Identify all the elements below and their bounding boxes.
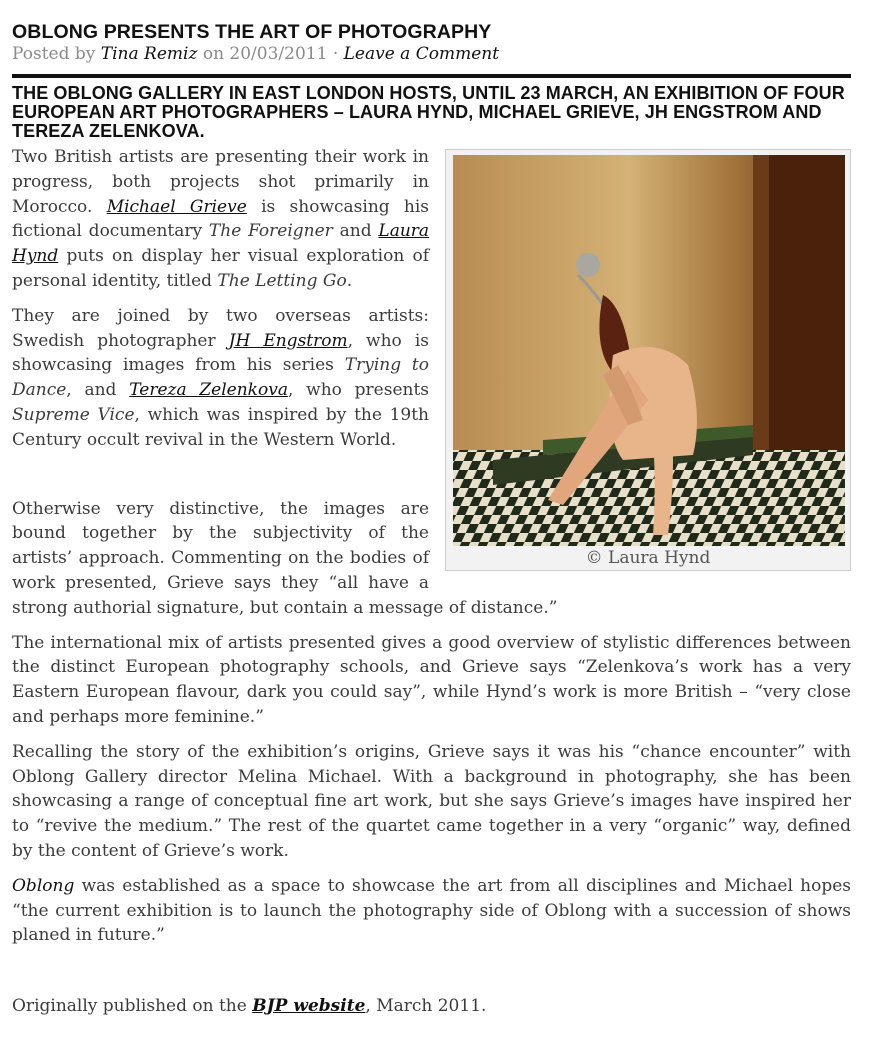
p2-text-4: , who presents — [287, 380, 430, 401]
bjp-website-link[interactable]: BJP website — [252, 996, 366, 1017]
photo-figure — [445, 149, 851, 571]
on-label: on — [202, 44, 225, 64]
p2-text-2: , who is showcasing images from his series — [12, 330, 429, 376]
article — [12, 0, 851, 1029]
paragraph-3: Otherwise very distinctive, the images are bound together by the subjectivity of the artists’ approach. Commenting on the bodies of work presented, Grieve says they “all have a strong authorial signature, but contain a message of distance.” — [12, 498, 558, 618]
p1-text-3: and — [339, 221, 372, 242]
author-name: Tina Remiz — [100, 44, 198, 64]
paragraph-4: The international mix of artists presented gives a good overview of stylistic differences between the distinct European photography schools, and Grieve says “Zelenkova’s work has a very Eastern European flavour, dark you could say”, while Hynd’s work is more British – “very close and perhaps more feminine.” — [12, 632, 851, 727]
lead-text: THE OBLONG GALLERY IN EAST LONDON HOSTS, UNTIL 23 MARCH, AN EXHIBITION OF FOUR EUROPEAN ART PHOTOGRAPHERS – LAURA HYND, MICHAEL GRIEVE, JH ENGSTROM AND TEREZA ZELENKOVA. — [12, 83, 845, 141]
p2-text-1: They are joined by two overseas artists: Swedish photographer — [12, 305, 429, 351]
p2-text-3: , and — [66, 380, 117, 401]
post-meta — [12, 43, 851, 65]
the-foreigner-title: The Foreigner — [208, 221, 333, 242]
p7-text-1: Originally published on the — [12, 996, 247, 1017]
trying-to-dance-title: Trying to Dance — [12, 355, 430, 401]
jh-engstrom-link[interactable]: JH Engstrom — [228, 330, 348, 351]
paragraph-6 — [12, 874, 851, 948]
post-title: OBLONG PRESENTS THE ART OF PHOTOGRAPHY — [12, 21, 492, 43]
supreme-vice-title: Supreme Vice — [12, 404, 135, 425]
paragraph-7 — [12, 994, 851, 1019]
spacer-2 — [12, 958, 851, 994]
photo-caption: © Laura Hynd — [585, 548, 711, 568]
posted-by-label: Posted by — [12, 44, 96, 64]
oblong-link[interactable]: Oblong — [12, 875, 75, 896]
meta-separator: · — [332, 44, 339, 64]
p1-text-4: puts on display her visual exploration of personal identity, titled — [12, 246, 429, 291]
paragraph-5: Recalling the story of the exhibition’s origins, Grieve says it was his “chance encounter” with Oblong Gallery director Melina Michael. With a background in photography, she has been showcasing a range of conceptual fine art work, but she says Grieve’s images have inspired her to “revive the medium.” The rest of the quartet came together in a very “organic” way, defined by the content of Grieve’s work. — [12, 741, 851, 861]
post-date: 20/03/2011 — [229, 44, 328, 64]
tereza-zelenkova-link[interactable]: Tereza Zelenkova — [129, 380, 288, 401]
the-letting-go-title: The Letting Go — [217, 270, 347, 291]
p2-text-5: , which was inspired by the 19th Century occult revival in the Western World. — [12, 404, 429, 450]
p6-text-1: was established as a space to showcase the art from all disciplines and Michael hopes “the current exhibition is to launch the photography side of Oblong with a succession of shows planed in future.” — [12, 875, 851, 946]
p1-text-2: is showcasing his fictional documentary — [12, 196, 430, 242]
title-divider — [12, 74, 851, 78]
p7-text-2: , March 2011. — [365, 996, 487, 1017]
p1-text-1: Two British artists are presenting their work in progress, both projects shot primarily in Morocco. — [12, 147, 429, 217]
p1-text-5: . — [346, 270, 353, 291]
laura-hynd-photo[interactable] — [453, 155, 845, 546]
leave-comment-link[interactable]: Leave a Comment — [343, 44, 500, 64]
laura-hynd-link[interactable]: Laura Hynd — [12, 221, 430, 267]
michael-grieve-link[interactable]: Michael Grieve — [106, 196, 247, 217]
